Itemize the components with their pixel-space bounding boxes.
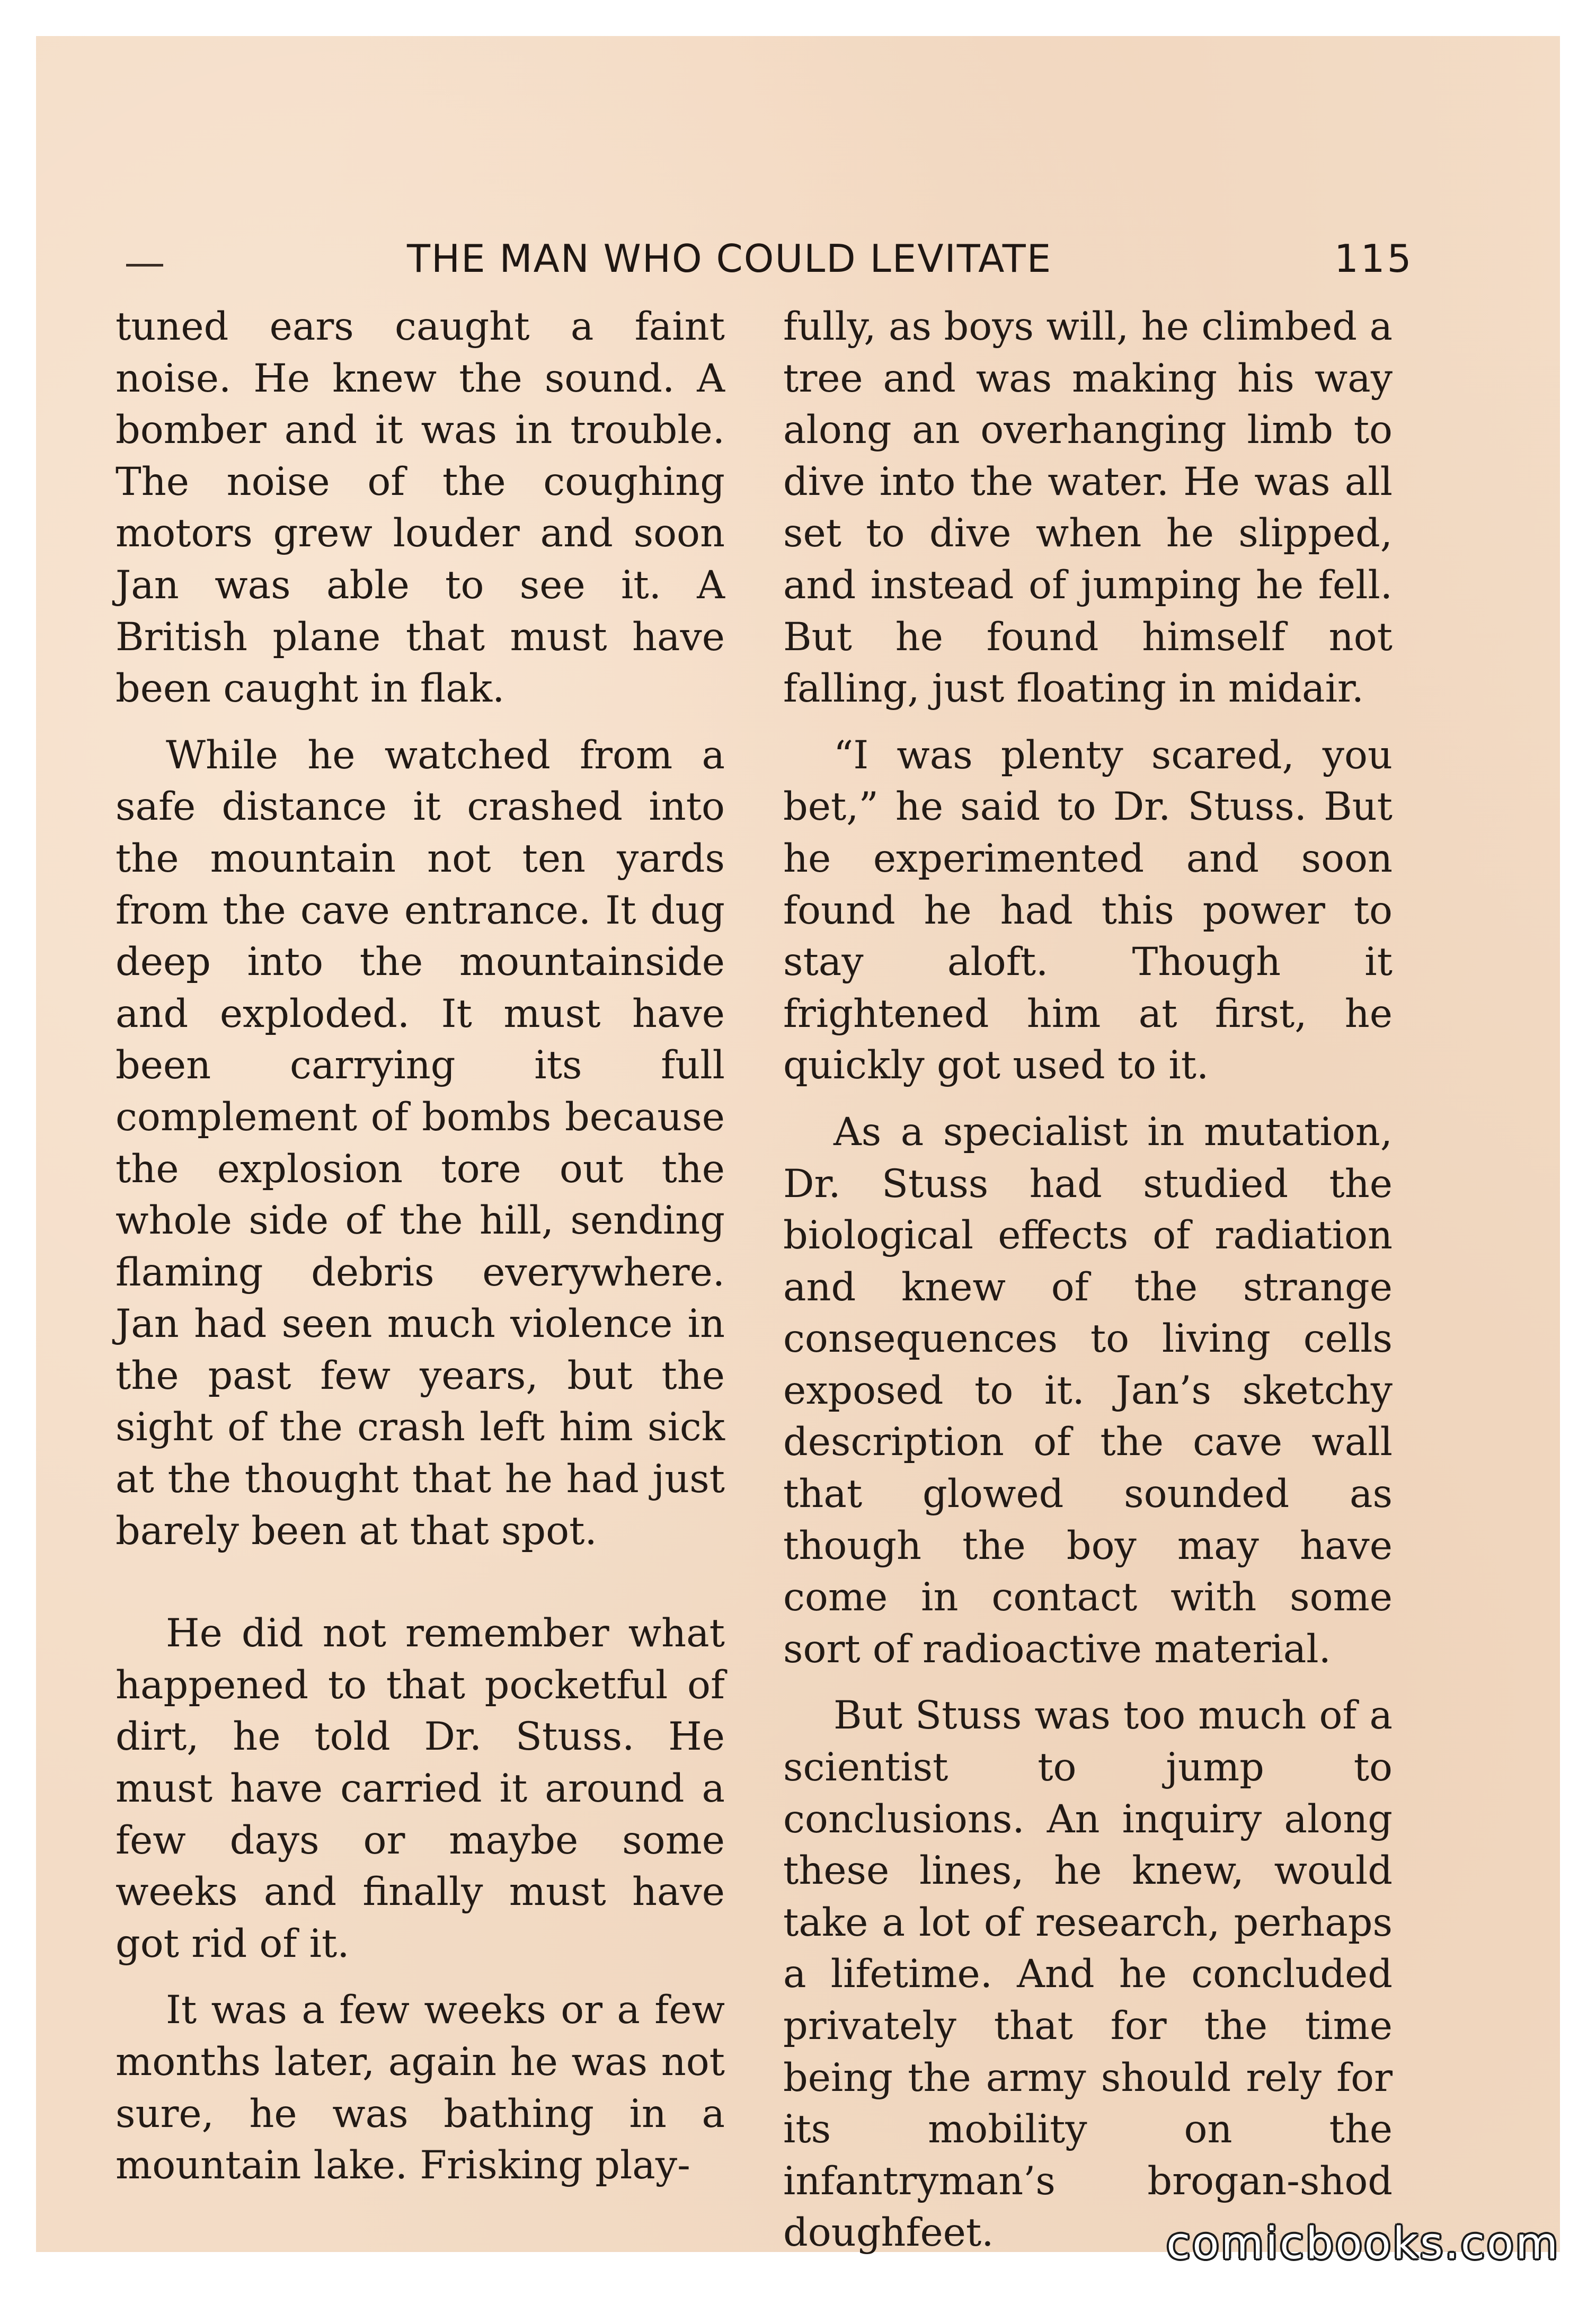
header-dash	[126, 264, 163, 267]
watermark: comicbooks.com	[1166, 2219, 1560, 2269]
running-title: THE MAN WHO COULD LEVITATE	[407, 236, 1052, 281]
running-header	[36, 236, 1560, 284]
paragraph: But Stuss was too much of a scientist to jump to conclusions. An inquiry along these lines, he knew, would take a lot of research, perhaps a lifetime. And he concluded privately that for the time being the army should rely for its mobility on the infantryman’s brogan-shod doughfeet.	[783, 1693, 1393, 2256]
book-page	[36, 36, 1560, 2256]
paragraph: It was a few weeks or a few months later, again he was not sure, he was bathing in a mountain lake. Frisking play-	[116, 1988, 725, 2188]
paragraph: “I was plenty scared, you bet,” he said to Dr. Stuss. But he experimented and soon found he had this power to stay aloft. Though it frightened him at first, he quickly got used to it.	[783, 732, 1393, 1088]
paragraph: While he watched from a safe distance it crashed into the mountain not ten yards from the cave entrance. It dug deep into the mountainside and exploded. It must have been carrying its full complement of bombs because the explosion tore out the whole side of the hill, sending flaming debris everywhere. Jan had seen much violence in the past few years, but the sight of the crash left him sick at the thought that he had just barely been at that spot.	[116, 732, 725, 1554]
paragraph: As a specialist in mutation, Dr. Stuss had studied the biological effects of radiation and knew of the strange consequences to living cells exposed to it. Jan’s sketchy description of the cave wall that glowed sounded as though the boy may have come in contact with some sort of radioactive material.	[783, 1109, 1393, 1672]
right-column	[783, 301, 1393, 2259]
page-number: 115	[1334, 236, 1414, 281]
paragraph: fully, as boys will, he climbed a tree and was making his way along an overhanging limb to dive into the water. He was all set to dive when he slipped, and instead of jumping he fell. But he found himself not falling, just floating in midair.	[783, 304, 1393, 712]
left-column	[116, 301, 725, 2192]
paragraph: tuned ears caught a faint noise. He knew the sound. A bomber and it was in trouble. The noise of the coughing motors grew louder and soon Jan was able to see it. A British plane that must have been caught in flak.	[116, 304, 725, 712]
paragraph: He did not remember what happened to that pocketful of dirt, he told Dr. Stuss. He must have carried it around a few days or maybe some weeks and finally must have got rid of it.	[116, 1611, 725, 1966]
